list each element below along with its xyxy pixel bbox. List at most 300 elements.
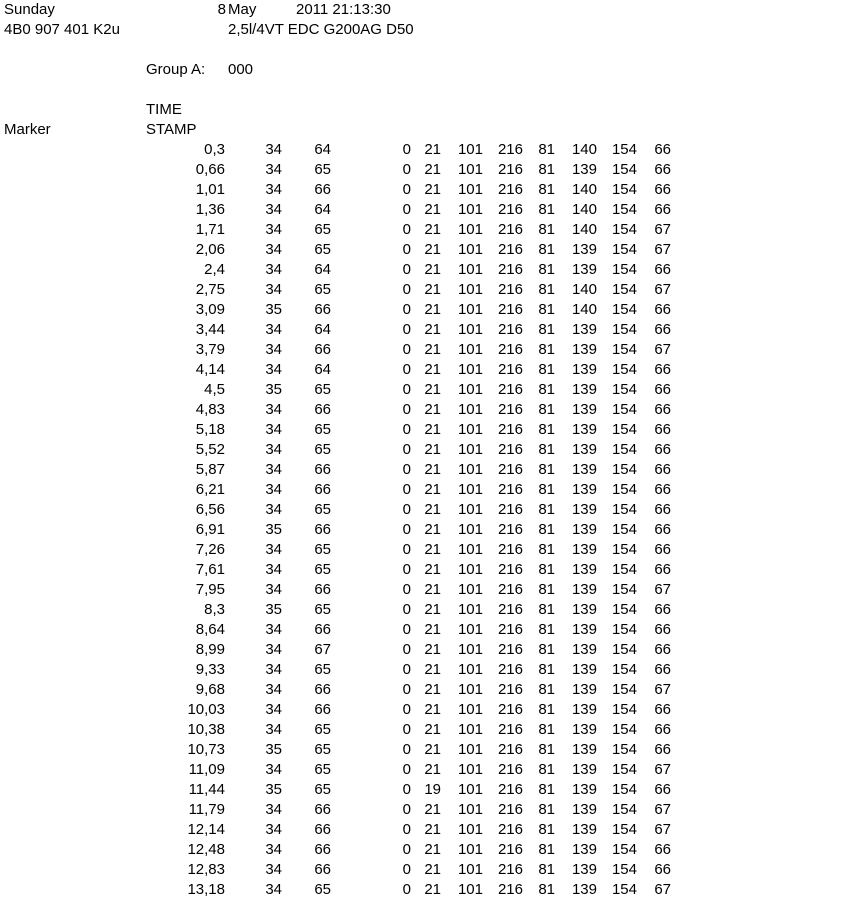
cell-value-4: 21 [424, 861, 441, 878]
cell-time-stamp: 4,83 [195, 401, 225, 418]
cell-value-1: 34 [265, 861, 282, 878]
cell-value-4: 19 [424, 781, 441, 798]
cell-value-3: 0 [402, 301, 411, 318]
table-row [0, 140, 864, 160]
table-row [0, 780, 864, 800]
cell-value-7: 81 [538, 861, 555, 878]
cell-value-1: 34 [265, 281, 282, 298]
group-label: Group A: [146, 61, 206, 78]
cell-value-10: 67 [654, 761, 671, 778]
cell-value-6: 216 [497, 381, 523, 398]
table-row [0, 800, 864, 820]
group-value: 000 [228, 61, 254, 78]
cell-value-4: 21 [424, 701, 441, 718]
cell-value-9: 154 [611, 141, 637, 158]
cell-value-3: 0 [402, 501, 411, 518]
cell-value-5: 101 [457, 741, 483, 758]
cell-value-8: 139 [571, 501, 597, 518]
cell-value-8: 139 [571, 441, 597, 458]
cell-value-7: 81 [538, 641, 555, 658]
cell-value-2: 64 [314, 201, 331, 218]
cell-value-2: 66 [314, 181, 331, 198]
cell-time-stamp: 9,33 [195, 661, 225, 678]
cell-value-4: 21 [424, 601, 441, 618]
cell-value-7: 81 [538, 241, 555, 258]
cell-value-6: 216 [497, 181, 523, 198]
cell-value-7: 81 [538, 281, 555, 298]
cell-value-2: 64 [314, 141, 331, 158]
cell-time-stamp: 6,91 [195, 521, 225, 538]
cell-value-2: 65 [314, 221, 331, 238]
cell-value-3: 0 [402, 541, 411, 558]
cell-value-2: 65 [314, 161, 331, 178]
table-row [0, 380, 864, 400]
cell-value-2: 65 [314, 761, 331, 778]
cell-value-9: 154 [611, 681, 637, 698]
cell-value-8: 139 [571, 381, 597, 398]
cell-value-5: 101 [457, 241, 483, 258]
table-row [0, 840, 864, 860]
cell-value-1: 34 [265, 201, 282, 218]
cell-value-1: 34 [265, 181, 282, 198]
cell-value-3: 0 [402, 261, 411, 278]
cell-value-5: 101 [457, 341, 483, 358]
cell-value-8: 139 [571, 321, 597, 338]
cell-time-stamp: 0,66 [195, 161, 225, 178]
cell-time-stamp: 3,09 [195, 301, 225, 318]
data-table [0, 140, 864, 900]
cell-value-7: 81 [538, 821, 555, 838]
cell-value-7: 81 [538, 261, 555, 278]
table-row [0, 480, 864, 500]
cell-value-6: 216 [497, 361, 523, 378]
cell-value-9: 154 [611, 461, 637, 478]
cell-value-5: 101 [457, 261, 483, 278]
cell-value-1: 34 [265, 261, 282, 278]
cell-value-7: 81 [538, 541, 555, 558]
cell-value-3: 0 [402, 821, 411, 838]
cell-value-2: 66 [314, 681, 331, 698]
cell-value-5: 101 [457, 481, 483, 498]
table-row [0, 540, 864, 560]
cell-value-6: 216 [497, 801, 523, 818]
cell-value-5: 101 [457, 301, 483, 318]
cell-value-8: 139 [571, 761, 597, 778]
cell-value-4: 21 [424, 441, 441, 458]
cell-value-10: 66 [654, 301, 671, 318]
cell-time-stamp: 7,95 [195, 581, 225, 598]
cell-value-9: 154 [611, 661, 637, 678]
cell-value-4: 21 [424, 681, 441, 698]
cell-value-3: 0 [402, 561, 411, 578]
cell-value-8: 139 [571, 541, 597, 558]
cell-value-1: 34 [265, 561, 282, 578]
cell-value-6: 216 [497, 401, 523, 418]
cell-value-8: 139 [571, 401, 597, 418]
cell-value-9: 154 [611, 161, 637, 178]
cell-value-7: 81 [538, 661, 555, 678]
cell-value-7: 81 [538, 341, 555, 358]
cell-value-3: 0 [402, 221, 411, 238]
cell-value-5: 101 [457, 181, 483, 198]
cell-value-4: 21 [424, 801, 441, 818]
cell-value-10: 66 [654, 141, 671, 158]
cell-value-4: 21 [424, 581, 441, 598]
cell-value-6: 216 [497, 341, 523, 358]
cell-value-2: 66 [314, 461, 331, 478]
cell-value-4: 21 [424, 461, 441, 478]
cell-value-8: 139 [571, 661, 597, 678]
cell-value-9: 154 [611, 741, 637, 758]
cell-value-5: 101 [457, 321, 483, 338]
cell-value-7: 81 [538, 601, 555, 618]
cell-value-5: 101 [457, 761, 483, 778]
cell-time-stamp: 5,87 [195, 461, 225, 478]
cell-value-5: 101 [457, 661, 483, 678]
cell-value-4: 21 [424, 201, 441, 218]
cell-value-2: 66 [314, 861, 331, 878]
day-name: Sunday [4, 1, 55, 18]
cell-value-9: 154 [611, 421, 637, 438]
cell-time-stamp: 12,48 [187, 841, 225, 858]
cell-value-3: 0 [402, 481, 411, 498]
cell-value-8: 139 [571, 781, 597, 798]
cell-value-9: 154 [611, 821, 637, 838]
cell-value-9: 154 [611, 261, 637, 278]
cell-value-10: 66 [654, 421, 671, 438]
cell-value-3: 0 [402, 381, 411, 398]
cell-value-2: 67 [314, 641, 331, 658]
cell-value-5: 101 [457, 801, 483, 818]
cell-value-10: 66 [654, 321, 671, 338]
cell-value-5: 101 [457, 821, 483, 838]
cell-value-8: 139 [571, 261, 597, 278]
cell-value-10: 67 [654, 581, 671, 598]
cell-value-6: 216 [497, 841, 523, 858]
cell-value-3: 0 [402, 601, 411, 618]
cell-value-1: 35 [265, 601, 282, 618]
cell-value-4: 21 [424, 641, 441, 658]
cell-value-7: 81 [538, 881, 555, 898]
table-row [0, 720, 864, 740]
cell-value-1: 34 [265, 341, 282, 358]
cell-value-2: 65 [314, 421, 331, 438]
cell-value-9: 154 [611, 181, 637, 198]
cell-value-9: 154 [611, 241, 637, 258]
cell-value-8: 140 [571, 181, 597, 198]
cell-value-6: 216 [497, 501, 523, 518]
cell-value-2: 66 [314, 821, 331, 838]
cell-value-2: 65 [314, 441, 331, 458]
cell-time-stamp: 8,99 [195, 641, 225, 658]
table-row [0, 640, 864, 660]
cell-value-10: 66 [654, 721, 671, 738]
cell-value-9: 154 [611, 881, 637, 898]
cell-value-1: 34 [265, 141, 282, 158]
cell-time-stamp: 2,4 [204, 261, 225, 278]
cell-value-3: 0 [402, 741, 411, 758]
cell-value-10: 66 [654, 661, 671, 678]
cell-time-stamp: 11,79 [188, 801, 225, 818]
cell-value-3: 0 [402, 781, 411, 798]
cell-time-stamp: 1,36 [195, 201, 225, 218]
cell-value-10: 66 [654, 441, 671, 458]
cell-value-3: 0 [402, 581, 411, 598]
cell-value-6: 216 [497, 301, 523, 318]
cell-value-2: 65 [314, 541, 331, 558]
table-row [0, 820, 864, 840]
cell-value-6: 216 [497, 281, 523, 298]
cell-value-1: 34 [265, 621, 282, 638]
cell-value-7: 81 [538, 221, 555, 238]
cell-value-10: 66 [654, 181, 671, 198]
cell-value-2: 65 [314, 561, 331, 578]
cell-value-5: 101 [457, 581, 483, 598]
cell-value-3: 0 [402, 881, 411, 898]
cell-value-4: 21 [424, 361, 441, 378]
cell-value-3: 0 [402, 281, 411, 298]
cell-value-7: 81 [538, 321, 555, 338]
cell-time-stamp: 12,14 [187, 821, 225, 838]
cell-value-1: 34 [265, 661, 282, 678]
cell-value-1: 34 [265, 481, 282, 498]
cell-value-2: 64 [314, 321, 331, 338]
table-row [0, 620, 864, 640]
day-number: 8 [217, 1, 226, 18]
cell-value-5: 101 [457, 401, 483, 418]
cell-value-2: 66 [314, 581, 331, 598]
cell-value-10: 66 [654, 781, 671, 798]
cell-value-10: 66 [654, 541, 671, 558]
cell-value-4: 21 [424, 661, 441, 678]
cell-value-3: 0 [402, 181, 411, 198]
table-row [0, 600, 864, 620]
cell-value-3: 0 [402, 641, 411, 658]
cell-value-7: 81 [538, 521, 555, 538]
table-row [0, 860, 864, 880]
table-row [0, 220, 864, 240]
cell-value-8: 139 [571, 581, 597, 598]
table-row [0, 200, 864, 220]
cell-value-6: 216 [497, 161, 523, 178]
cell-value-8: 139 [571, 821, 597, 838]
cell-value-1: 34 [265, 801, 282, 818]
cell-value-10: 67 [654, 221, 671, 238]
cell-value-10: 66 [654, 161, 671, 178]
table-row [0, 880, 864, 900]
cell-value-1: 34 [265, 721, 282, 738]
cell-value-5: 101 [457, 621, 483, 638]
cell-value-1: 34 [265, 541, 282, 558]
cell-value-1: 35 [265, 521, 282, 538]
cell-value-7: 81 [538, 721, 555, 738]
cell-value-4: 21 [424, 381, 441, 398]
cell-value-2: 66 [314, 301, 331, 318]
cell-value-7: 81 [538, 401, 555, 418]
cell-value-8: 139 [571, 481, 597, 498]
cell-value-7: 81 [538, 781, 555, 798]
cell-time-stamp: 6,56 [195, 501, 225, 518]
cell-value-4: 21 [424, 421, 441, 438]
table-row [0, 260, 864, 280]
cell-time-stamp: 8,64 [195, 621, 225, 638]
cell-value-7: 81 [538, 421, 555, 438]
cell-value-3: 0 [402, 701, 411, 718]
cell-value-9: 154 [611, 781, 637, 798]
cell-value-2: 65 [314, 721, 331, 738]
cell-value-5: 101 [457, 541, 483, 558]
cell-value-10: 66 [654, 481, 671, 498]
cell-value-9: 154 [611, 281, 637, 298]
cell-value-1: 34 [265, 681, 282, 698]
cell-value-4: 21 [424, 881, 441, 898]
cell-value-6: 216 [497, 421, 523, 438]
cell-value-3: 0 [402, 341, 411, 358]
cell-value-4: 21 [424, 821, 441, 838]
cell-value-1: 34 [265, 161, 282, 178]
cell-value-8: 139 [571, 621, 597, 638]
cell-value-10: 66 [654, 361, 671, 378]
cell-value-4: 21 [424, 221, 441, 238]
cell-value-5: 101 [457, 461, 483, 478]
cell-value-10: 66 [654, 401, 671, 418]
cell-value-1: 34 [265, 401, 282, 418]
cell-value-6: 216 [497, 661, 523, 678]
table-row [0, 280, 864, 300]
cell-value-1: 34 [265, 881, 282, 898]
cell-value-3: 0 [402, 161, 411, 178]
cell-value-4: 21 [424, 721, 441, 738]
cell-value-5: 101 [457, 381, 483, 398]
cell-value-1: 35 [265, 301, 282, 318]
cell-value-7: 81 [538, 501, 555, 518]
cell-value-2: 66 [314, 481, 331, 498]
cell-value-8: 139 [571, 841, 597, 858]
cell-value-2: 65 [314, 601, 331, 618]
cell-value-1: 34 [265, 461, 282, 478]
cell-time-stamp: 12,83 [187, 861, 225, 878]
cell-value-9: 154 [611, 501, 637, 518]
cell-value-6: 216 [497, 881, 523, 898]
cell-value-8: 140 [571, 141, 597, 158]
cell-value-3: 0 [402, 201, 411, 218]
cell-value-9: 154 [611, 441, 637, 458]
cell-value-7: 81 [538, 301, 555, 318]
cell-time-stamp: 2,06 [195, 241, 225, 258]
cell-value-7: 81 [538, 621, 555, 638]
cell-value-7: 81 [538, 761, 555, 778]
cell-value-4: 21 [424, 281, 441, 298]
cell-value-7: 81 [538, 801, 555, 818]
cell-value-9: 154 [611, 381, 637, 398]
cell-value-9: 154 [611, 321, 637, 338]
cell-value-5: 101 [457, 561, 483, 578]
table-row [0, 360, 864, 380]
cell-value-10: 66 [654, 461, 671, 478]
cell-value-3: 0 [402, 721, 411, 738]
cell-value-2: 65 [314, 281, 331, 298]
cell-time-stamp: 13,18 [187, 881, 225, 898]
cell-value-10: 66 [654, 561, 671, 578]
cell-value-2: 65 [314, 881, 331, 898]
cell-value-7: 81 [538, 741, 555, 758]
cell-value-4: 21 [424, 841, 441, 858]
cell-value-8: 139 [571, 881, 597, 898]
table-row [0, 320, 864, 340]
cell-value-6: 216 [497, 481, 523, 498]
cell-value-8: 139 [571, 641, 597, 658]
cell-time-stamp: 11,44 [188, 781, 225, 798]
cell-time-stamp: 9,68 [195, 681, 225, 698]
cell-value-9: 154 [611, 401, 637, 418]
table-row [0, 400, 864, 420]
cell-value-9: 154 [611, 761, 637, 778]
cell-time-stamp: 1,71 [195, 221, 225, 238]
cell-value-7: 81 [538, 561, 555, 578]
cell-value-8: 139 [571, 561, 597, 578]
cell-time-stamp: 1,01 [195, 181, 225, 198]
cell-value-6: 216 [497, 201, 523, 218]
cell-value-2: 66 [314, 701, 331, 718]
cell-value-2: 66 [314, 521, 331, 538]
cell-value-3: 0 [402, 861, 411, 878]
cell-value-2: 65 [314, 661, 331, 678]
cell-value-1: 34 [265, 501, 282, 518]
cell-value-5: 101 [457, 441, 483, 458]
cell-value-8: 139 [571, 521, 597, 538]
cell-value-2: 66 [314, 341, 331, 358]
cell-value-4: 21 [424, 241, 441, 258]
table-row [0, 340, 864, 360]
table-row [0, 440, 864, 460]
cell-value-6: 216 [497, 541, 523, 558]
cell-value-6: 216 [497, 761, 523, 778]
cell-value-1: 35 [265, 741, 282, 758]
cell-value-2: 65 [314, 501, 331, 518]
cell-value-1: 35 [265, 381, 282, 398]
cell-time-stamp: 5,18 [195, 421, 225, 438]
cell-value-3: 0 [402, 321, 411, 338]
cell-value-10: 66 [654, 741, 671, 758]
cell-value-8: 139 [571, 701, 597, 718]
cell-value-3: 0 [402, 441, 411, 458]
cell-value-5: 101 [457, 701, 483, 718]
cell-value-5: 101 [457, 881, 483, 898]
cell-value-9: 154 [611, 701, 637, 718]
table-row [0, 580, 864, 600]
cell-value-3: 0 [402, 421, 411, 438]
cell-value-8: 139 [571, 801, 597, 818]
marker-header: Marker [4, 121, 51, 138]
table-row [0, 460, 864, 480]
cell-value-8: 140 [571, 281, 597, 298]
cell-value-9: 154 [611, 201, 637, 218]
cell-value-3: 0 [402, 401, 411, 418]
cell-value-7: 81 [538, 701, 555, 718]
cell-value-6: 216 [497, 641, 523, 658]
cell-value-3: 0 [402, 521, 411, 538]
cell-value-2: 64 [314, 261, 331, 278]
cell-value-2: 64 [314, 361, 331, 378]
cell-value-6: 216 [497, 821, 523, 838]
cell-value-6: 216 [497, 141, 523, 158]
cell-value-4: 21 [424, 621, 441, 638]
cell-time-stamp: 5,52 [195, 441, 225, 458]
cell-value-8: 139 [571, 461, 597, 478]
cell-value-7: 81 [538, 461, 555, 478]
cell-value-4: 21 [424, 181, 441, 198]
cell-value-8: 140 [571, 221, 597, 238]
